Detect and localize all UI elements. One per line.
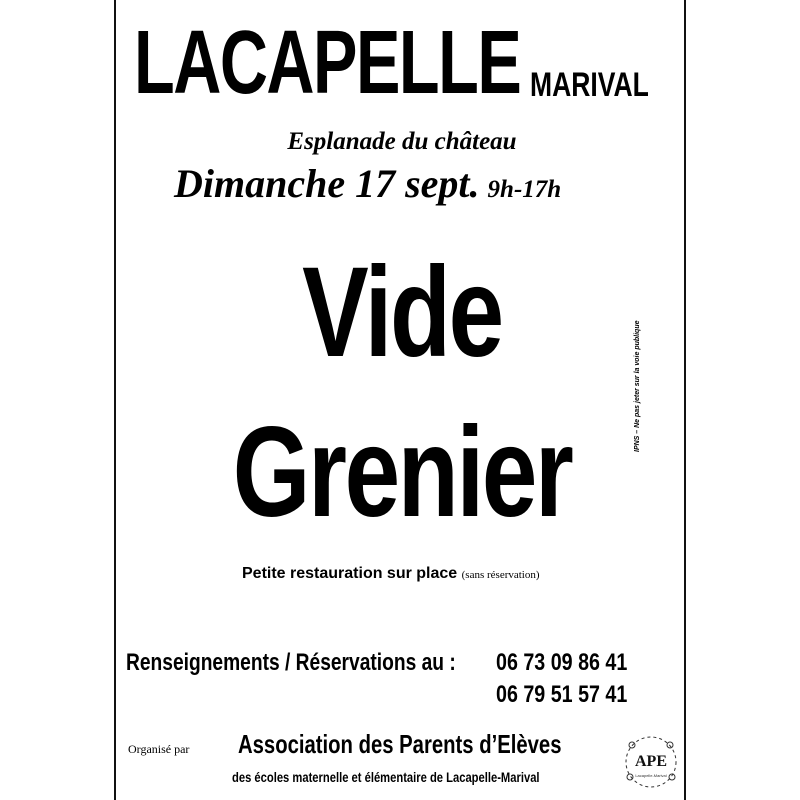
phone-number-1: 06 73 09 86 41	[496, 649, 628, 676]
title-line-2	[116, 401, 688, 544]
date-text: Dimanche 17 sept.	[174, 161, 480, 206]
town-suffix: MARIVAL	[530, 66, 649, 104]
food-note: (sans réservation)	[461, 569, 540, 581]
info-label: Renseignements / Réservations au :	[126, 649, 456, 676]
town-title: LACAPELLE	[134, 13, 521, 113]
phone-number-2: 06 79 51 57 41	[496, 681, 628, 708]
organizer-name: Association des Parents d’Elèves	[238, 729, 562, 759]
poster	[114, 0, 686, 800]
ape-logo-icon	[622, 733, 680, 791]
hours-text: 9h-17h	[487, 176, 562, 203]
logo-text: APE	[635, 753, 667, 770]
event-date	[174, 162, 561, 212]
title-vide: Vide	[302, 241, 502, 384]
food-line	[242, 564, 540, 585]
ipns-note: IPNS – Ne pas jeter sur la voie publique	[634, 320, 641, 452]
title-grenier: Grenier	[232, 401, 572, 544]
title-line-1	[116, 241, 688, 384]
organizer-subtitle: des écoles maternelle et élémentaire de Lacapelle-Marival	[232, 769, 540, 785]
logo-subtext: Lacapelle-Marival	[635, 773, 667, 778]
food-text: Petite restauration sur place	[242, 565, 458, 582]
organized-by-label: Organisé par	[128, 742, 190, 756]
venue-text: Esplanade du château	[287, 128, 517, 155]
